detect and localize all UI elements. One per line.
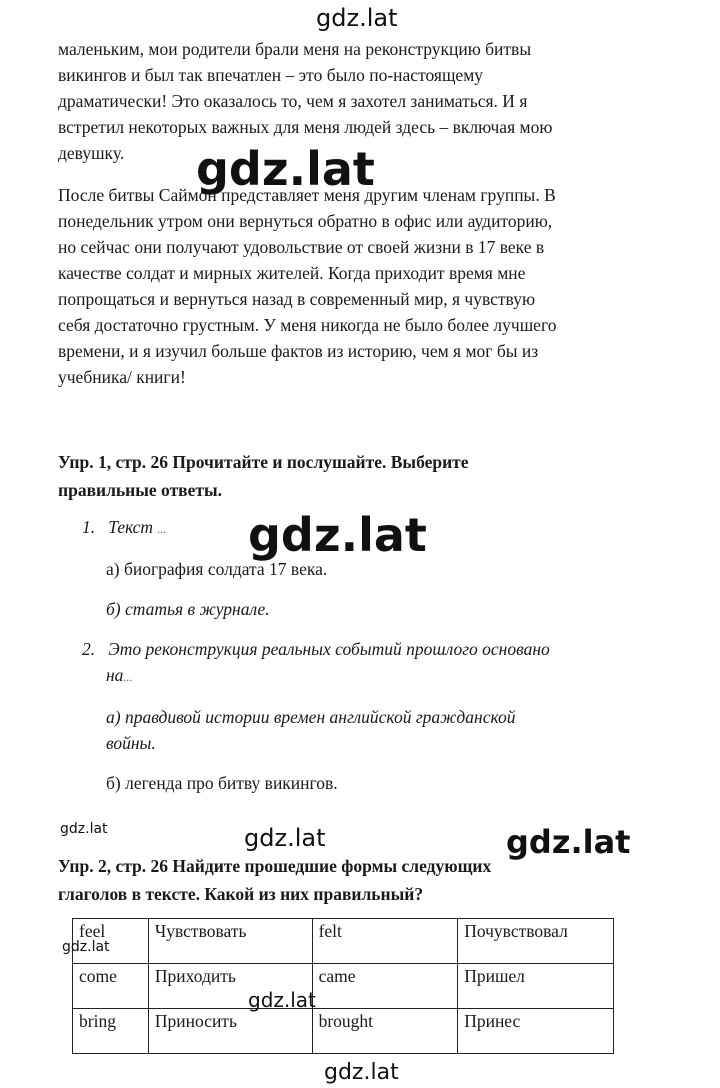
text-line: встретил некоторых важных для меня людей здесь – включая мою (58, 117, 553, 137)
text-line: качестве солдат и мирных жителей. Когда приходит время мне (58, 263, 526, 283)
watermark: gdz.lat (248, 988, 316, 1012)
table-row (73, 964, 614, 1009)
answer-1b: б) статья в журнале. (106, 599, 270, 619)
text-line: викингов и был так впечатлен – это было по-настоящему (58, 65, 484, 85)
question-text: Это реконструкция реальных событий прошлого основано (108, 639, 550, 659)
question-text: на (106, 665, 124, 685)
table-cell: Почувствовал (458, 919, 614, 964)
heading-line: Упр. 1, стр. 26 Прочитайте и послушайте. Выберите (58, 452, 469, 472)
ellipsis: ... (123, 670, 133, 684)
watermark: gdz.lat (196, 142, 375, 196)
text-line: драматически! Это оказалось то, чем я захотел заниматься. И я (58, 91, 528, 111)
text-line: себя достаточно грустным. У меня никогда не было более лучшего (58, 315, 557, 335)
text-line: понедельник утром они вернуться обратно в офис или аудиторию, (58, 211, 553, 231)
watermark: gdz.lat (324, 1060, 399, 1085)
table-row (73, 919, 614, 964)
table-cell: brought (312, 1009, 458, 1054)
text-line: маленьким, мои родители брали меня на реконструкцию битвы (58, 39, 532, 59)
text-line: времени, и я изучил больше фактов из историю, чем я мог бы из (58, 341, 539, 361)
table-row (73, 1009, 614, 1054)
table-cell: felt (312, 919, 458, 964)
text-line: После битвы Саймон представляет меня другим членам группы. В (58, 185, 556, 205)
answer-2a-continued: войны. (106, 733, 156, 753)
watermark: gdz.lat (316, 4, 398, 32)
table-cell: came (312, 964, 458, 1009)
answer-2a: а) правдивой истории времен английской гражданской (106, 707, 516, 727)
question-number: 2. (82, 639, 96, 659)
watermark: gdz.lat (506, 823, 631, 861)
exercise-1-heading (58, 448, 469, 504)
table-cell: bring (73, 1009, 149, 1054)
heading-line: Упр. 2, стр. 26 Найдите прошедшие формы следующих (58, 856, 492, 876)
question-text: Текст (108, 517, 154, 537)
table-cell: Приходить (148, 964, 312, 1009)
question-2-continued (106, 662, 132, 690)
verbs-table (72, 918, 614, 1054)
question-number: 1. (82, 517, 96, 537)
heading-line: правильные ответы. (58, 480, 223, 500)
table-cell: Чувствовать (148, 919, 312, 964)
watermark: gdz.lat (244, 824, 326, 852)
table-cell: come (73, 964, 149, 1009)
watermark: gdz.lat (248, 508, 427, 562)
exercise-2-heading (58, 852, 491, 908)
watermark: gdz.lat (62, 939, 110, 955)
table-cell: feel (73, 919, 149, 964)
text-line: девушку. (58, 143, 125, 163)
heading-line: глаголов в тексте. Какой из них правильный? (58, 884, 424, 904)
watermark: gdz.lat (60, 821, 108, 837)
text-line: но сейчас они получают удовольствие от своей жизни в 17 веке в (58, 237, 545, 257)
paragraph-2 (58, 182, 638, 390)
table-cell: Пришел (458, 964, 614, 1009)
ellipsis: ... (157, 522, 167, 536)
table-cell: Принес (458, 1009, 614, 1054)
question-2 (82, 636, 550, 662)
answer-1a: а) биография солдата 17 века. (106, 559, 328, 579)
text-line: попрощаться и вернуться назад в современный мир, я чувствую (58, 289, 536, 309)
answer-2b: б) легенда про битву викингов. (106, 773, 338, 793)
table-cell: Приносить (148, 1009, 312, 1054)
text-line: учебника/ книги! (58, 367, 186, 387)
question-1 (82, 514, 166, 542)
